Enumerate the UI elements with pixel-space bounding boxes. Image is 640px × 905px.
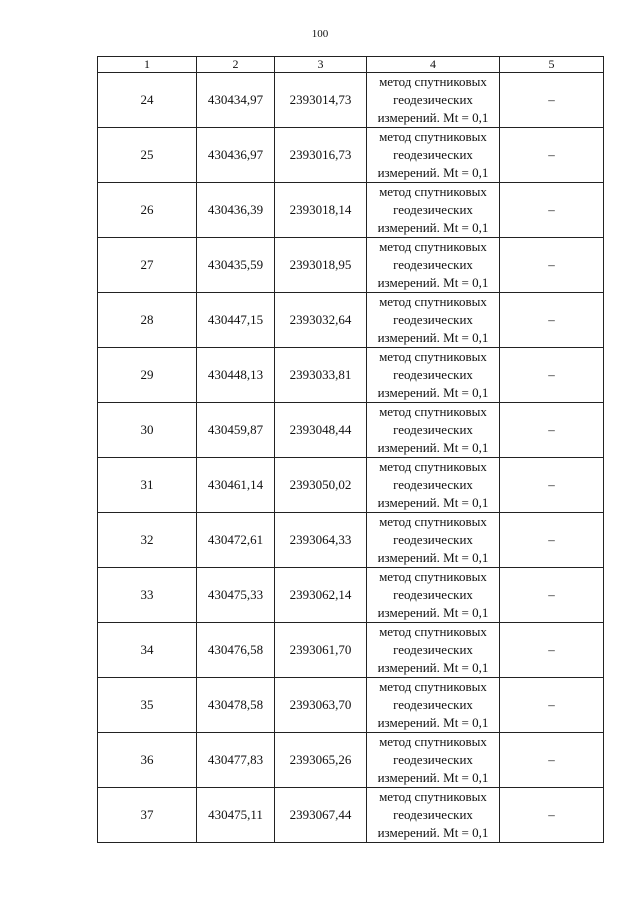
method-line: измерений. Mt = 0,1: [377, 550, 489, 565]
method-line: измерений. Mt = 0,1: [377, 770, 489, 785]
point-number-cell: 36: [98, 733, 197, 788]
note-cell: –: [500, 293, 604, 348]
coordinates-table: [97, 56, 604, 843]
note-cell: –: [500, 568, 604, 623]
method-line: метод спутниковых: [379, 294, 487, 309]
method-cell: [367, 128, 500, 183]
method-cell: [367, 568, 500, 623]
table-body: [98, 73, 604, 843]
method-line: геодезических: [393, 367, 473, 382]
method-line: геодезических: [393, 147, 473, 162]
method-cell: [367, 293, 500, 348]
method-line: метод спутниковых: [379, 734, 487, 749]
method-cell: [367, 73, 500, 128]
table-row: [98, 128, 604, 183]
method-line: измерений. Mt = 0,1: [377, 385, 489, 400]
table-row: [98, 678, 604, 733]
x-coordinate-cell: 430436,39: [197, 183, 275, 238]
point-number-cell: 24: [98, 73, 197, 128]
y-coordinate-cell: 2393014,73: [275, 73, 367, 128]
method-line: измерений. Mt = 0,1: [377, 660, 489, 675]
x-coordinate-cell: 430477,83: [197, 733, 275, 788]
point-number-cell: 29: [98, 348, 197, 403]
table-row: [98, 513, 604, 568]
note-cell: –: [500, 73, 604, 128]
table-row: [98, 73, 604, 128]
note-cell: –: [500, 348, 604, 403]
note-cell: –: [500, 513, 604, 568]
note-cell: –: [500, 733, 604, 788]
y-coordinate-cell: 2393018,95: [275, 238, 367, 293]
point-number-cell: 34: [98, 623, 197, 678]
x-coordinate-cell: 430436,97: [197, 128, 275, 183]
point-number-cell: 33: [98, 568, 197, 623]
note-cell: –: [500, 678, 604, 733]
y-coordinate-cell: 2393016,73: [275, 128, 367, 183]
x-coordinate-cell: 430475,33: [197, 568, 275, 623]
method-line: геодезических: [393, 752, 473, 767]
x-coordinate-cell: 430447,15: [197, 293, 275, 348]
y-coordinate-cell: 2393064,33: [275, 513, 367, 568]
method-line: геодезических: [393, 257, 473, 272]
method-line: измерений. Mt = 0,1: [377, 110, 489, 125]
y-coordinate-cell: 2393018,14: [275, 183, 367, 238]
method-line: измерений. Mt = 0,1: [377, 330, 489, 345]
method-line: измерений. Mt = 0,1: [377, 440, 489, 455]
note-cell: –: [500, 128, 604, 183]
method-line: геодезических: [393, 532, 473, 547]
table-row: [98, 568, 604, 623]
y-coordinate-cell: 2393032,64: [275, 293, 367, 348]
point-number-cell: 28: [98, 293, 197, 348]
method-line: геодезических: [393, 202, 473, 217]
table-row: [98, 348, 604, 403]
method-line: метод спутниковых: [379, 239, 487, 254]
method-line: измерений. Mt = 0,1: [377, 275, 489, 290]
header-cell-x: 2: [197, 57, 275, 73]
point-number-cell: 37: [98, 788, 197, 843]
x-coordinate-cell: 430475,11: [197, 788, 275, 843]
x-coordinate-cell: 430448,13: [197, 348, 275, 403]
note-cell: –: [500, 238, 604, 293]
y-coordinate-cell: 2393061,70: [275, 623, 367, 678]
method-cell: [367, 403, 500, 458]
method-cell: [367, 513, 500, 568]
method-line: геодезических: [393, 807, 473, 822]
method-cell: [367, 458, 500, 513]
method-cell: [367, 348, 500, 403]
table-row: [98, 293, 604, 348]
table-row: [98, 458, 604, 513]
method-line: геодезических: [393, 92, 473, 107]
point-number-cell: 31: [98, 458, 197, 513]
x-coordinate-cell: 430472,61: [197, 513, 275, 568]
x-coordinate-cell: 430435,59: [197, 238, 275, 293]
header-cell-point-number: 1: [98, 57, 197, 73]
method-line: метод спутниковых: [379, 569, 487, 584]
note-cell: –: [500, 183, 604, 238]
x-coordinate-cell: 430478,58: [197, 678, 275, 733]
table-row: [98, 403, 604, 458]
point-number-cell: 26: [98, 183, 197, 238]
method-line: геодезических: [393, 312, 473, 327]
point-number-cell: 25: [98, 128, 197, 183]
x-coordinate-cell: 430459,87: [197, 403, 275, 458]
y-coordinate-cell: 2393067,44: [275, 788, 367, 843]
note-cell: –: [500, 403, 604, 458]
method-line: метод спутниковых: [379, 129, 487, 144]
method-cell: [367, 183, 500, 238]
header-cell-y: 3: [275, 57, 367, 73]
method-line: метод спутниковых: [379, 679, 487, 694]
x-coordinate-cell: 430476,58: [197, 623, 275, 678]
point-number-cell: 32: [98, 513, 197, 568]
note-cell: –: [500, 788, 604, 843]
method-line: измерений. Mt = 0,1: [377, 825, 489, 840]
x-coordinate-cell: 430461,14: [197, 458, 275, 513]
x-coordinate-cell: 430434,97: [197, 73, 275, 128]
method-line: метод спутниковых: [379, 789, 487, 804]
y-coordinate-cell: 2393063,70: [275, 678, 367, 733]
header-cell-method: 4: [367, 57, 500, 73]
header-row: [98, 57, 604, 73]
note-cell: –: [500, 623, 604, 678]
page-number: 100: [311, 28, 329, 40]
method-line: измерений. Mt = 0,1: [377, 495, 489, 510]
table-row: [98, 733, 604, 788]
method-cell: [367, 788, 500, 843]
table-header: [98, 57, 604, 73]
method-line: метод спутниковых: [379, 74, 487, 89]
method-line: измерений. Mt = 0,1: [377, 165, 489, 180]
table-row: [98, 238, 604, 293]
method-cell: [367, 238, 500, 293]
method-line: метод спутниковых: [379, 349, 487, 364]
y-coordinate-cell: 2393062,14: [275, 568, 367, 623]
method-line: измерений. Mt = 0,1: [377, 715, 489, 730]
method-line: метод спутниковых: [379, 404, 487, 419]
method-line: метод спутниковых: [379, 624, 487, 639]
y-coordinate-cell: 2393050,02: [275, 458, 367, 513]
method-line: геодезических: [393, 422, 473, 437]
method-line: геодезических: [393, 477, 473, 492]
method-cell: [367, 678, 500, 733]
point-number-cell: 35: [98, 678, 197, 733]
method-line: метод спутниковых: [379, 459, 487, 474]
method-line: измерений. Mt = 0,1: [377, 220, 489, 235]
method-line: геодезических: [393, 697, 473, 712]
table-row: [98, 623, 604, 678]
method-cell: [367, 733, 500, 788]
note-cell: –: [500, 458, 604, 513]
method-cell: [367, 623, 500, 678]
method-line: метод спутниковых: [379, 514, 487, 529]
point-number-cell: 30: [98, 403, 197, 458]
header-cell-note: 5: [500, 57, 604, 73]
y-coordinate-cell: 2393065,26: [275, 733, 367, 788]
method-line: измерений. Mt = 0,1: [377, 605, 489, 620]
method-line: геодезических: [393, 587, 473, 602]
table-row: [98, 788, 604, 843]
method-line: метод спутниковых: [379, 184, 487, 199]
y-coordinate-cell: 2393033,81: [275, 348, 367, 403]
y-coordinate-cell: 2393048,44: [275, 403, 367, 458]
point-number-cell: 27: [98, 238, 197, 293]
method-line: геодезических: [393, 642, 473, 657]
table-row: [98, 183, 604, 238]
